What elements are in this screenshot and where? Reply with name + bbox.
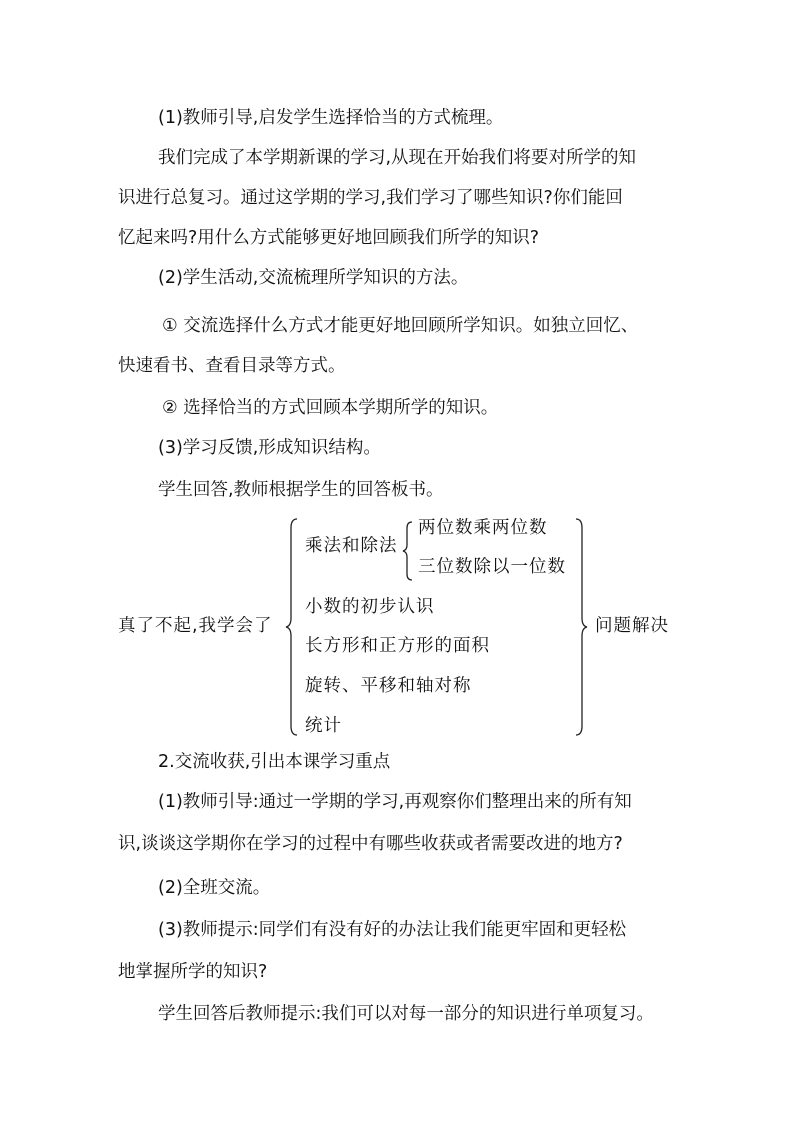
paragraph-2-line-1: 我们完成了本学期新课的学习,从现在开始我们将要对所学的知: [158, 148, 637, 168]
paragraph-8-line-1: (1)教师引导:通过一学期的学习,再观察你们整理出来的所有知: [158, 792, 632, 812]
paragraph-1: (1)教师引导,启发学生选择恰当的方式梳理。: [158, 108, 504, 128]
diagram-item-4: 统计: [305, 716, 342, 736]
left-brace: [286, 518, 298, 736]
paragraph-4-line-2: 快速看书、查看目录等方式。: [118, 356, 346, 376]
right-brace: [575, 518, 587, 736]
paragraph-10-line-2: 地掌握所学的知识?: [118, 962, 268, 982]
paragraph-6: (3)学习反馈,形成知识结构。: [158, 438, 381, 458]
paragraph-2-line-2: 识进行总复习。通过这学期的学习,我们学习了哪些知识?你们能回: [118, 188, 623, 208]
paragraph-5: ② 选择恰当的方式回顾本学期所学的知识。: [162, 398, 499, 418]
section-heading-2: 2.交流收获,引出本课学习重点: [158, 752, 391, 772]
diagram-item-2: 长方形和正方形的面积: [305, 636, 490, 656]
paragraph-8-line-2: 识,谈谈这学期你在学习的过程中有哪些收获或者需要改进的地方?: [118, 834, 623, 854]
diagram-item-3: 旋转、平移和轴对称: [305, 676, 472, 696]
diagram-sub-root-label: 乘法和除法: [305, 536, 398, 556]
paragraph-3: (2)学生活动,交流梳理所学知识的方法。: [158, 268, 469, 288]
paragraph-2-line-3: 忆起来吗?用什么方式能够更好地回顾我们所学的知识?: [118, 228, 540, 248]
inner-brace: [403, 521, 413, 581]
paragraph-11: 学生回答后教师提示:我们可以对每一部分的知识进行单项复习。: [158, 1004, 654, 1024]
diagram-item-1: 小数的初步认识: [305, 597, 435, 617]
paragraph-10-line-1: (3)教师提示:同学们有没有好的办法让我们能更牢固和更轻松: [158, 920, 627, 940]
diagram-root-label: 真了不起,我学会了: [118, 616, 273, 636]
diagram-outcome-label: 问题解决: [595, 616, 669, 636]
paragraph-7: 学生回答,教师根据学生的回答板书。: [158, 480, 444, 500]
paragraph-9: (2)全班交流。: [158, 878, 271, 898]
diagram-sub-item-1: 两位数乘两位数: [418, 518, 548, 538]
diagram-sub-item-2: 三位数除以一位数: [418, 557, 566, 577]
paragraph-4-line-1: ① 交流选择什么方式才能更好地回顾所学知识。如独立回忆、: [162, 316, 639, 336]
